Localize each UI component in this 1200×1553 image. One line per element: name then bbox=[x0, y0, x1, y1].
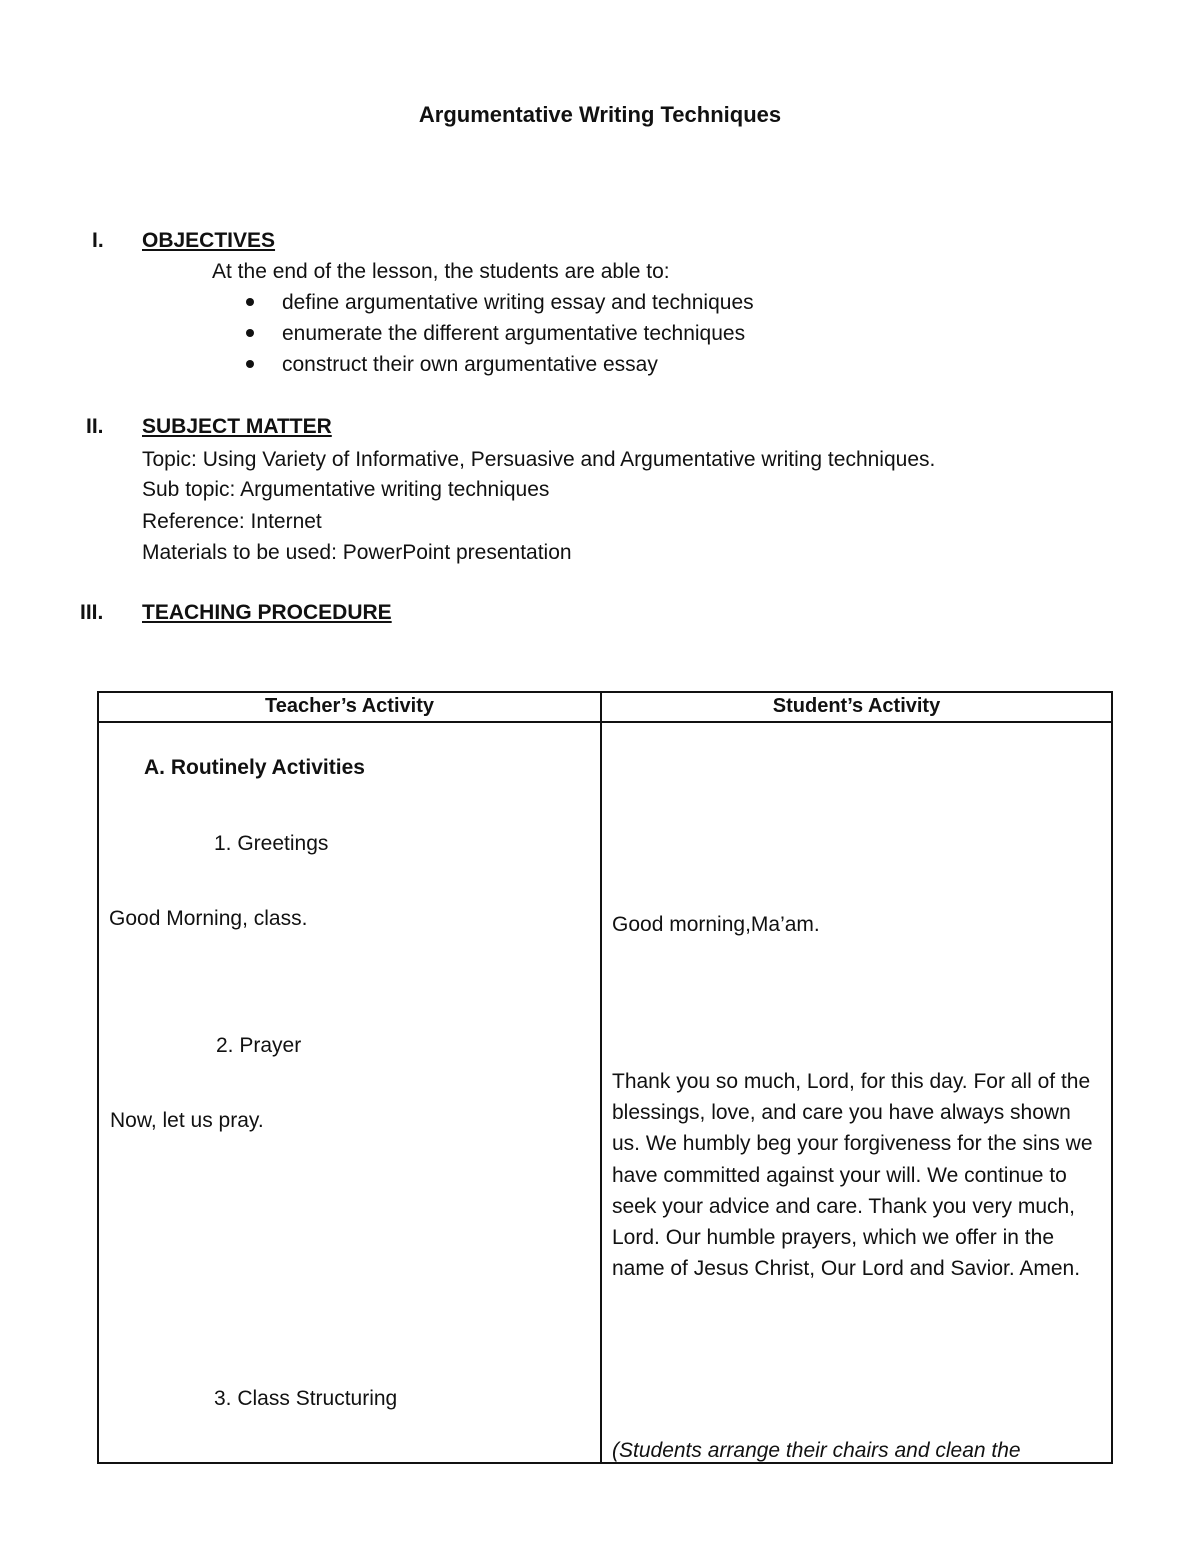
routinely-activities-heading: A. Routinely Activities bbox=[144, 756, 365, 779]
topic-line: Topic: Using Variety of Informative, Persuasive and Argumentative writing techniques. bbox=[142, 448, 936, 471]
teacher-activity-header: Teacher’s Activity bbox=[265, 695, 434, 717]
bullet-icon bbox=[246, 360, 254, 368]
prayer-item: 2. Prayer bbox=[216, 1034, 302, 1057]
materials-line: Materials to be used: PowerPoint presentation bbox=[142, 541, 572, 564]
student-structuring: (Students arrange their chairs and clean the bbox=[612, 1439, 1021, 1462]
teaching-procedure-number: III. bbox=[80, 601, 104, 624]
objectives-intro: At the end of the lesson, the students are able to: bbox=[212, 260, 670, 283]
activity-table bbox=[97, 691, 1113, 1464]
header-divider bbox=[99, 721, 1111, 723]
subject-matter-number: II. bbox=[86, 415, 104, 438]
teacher-greeting: Good Morning, class. bbox=[109, 907, 308, 930]
class-structuring-item: 3. Class Structuring bbox=[214, 1387, 398, 1410]
objective-item: enumerate the different argumentative techniques bbox=[282, 322, 746, 345]
greetings-item: 1. Greetings bbox=[214, 832, 329, 855]
document-title: Argumentative Writing Techniques bbox=[418, 102, 782, 127]
reference-line: Reference: Internet bbox=[142, 510, 322, 533]
teaching-procedure-heading: TEACHING PROCEDURE bbox=[142, 601, 392, 624]
objectives-heading: OBJECTIVES bbox=[142, 229, 276, 252]
bullet-icon bbox=[246, 298, 254, 306]
objective-item: construct their own argumentative essay bbox=[282, 353, 658, 376]
bullet-icon bbox=[246, 329, 254, 337]
sub-topic-line: Sub topic: Argumentative writing techniques bbox=[142, 478, 550, 501]
student-activity-header: Student’s Activity bbox=[772, 695, 941, 717]
column-divider bbox=[600, 693, 602, 1462]
teacher-prayer: Now, let us pray. bbox=[110, 1109, 264, 1132]
student-greeting: Good morning,Ma’am. bbox=[612, 913, 820, 936]
subject-matter-heading: SUBJECT MATTER bbox=[142, 415, 332, 438]
objectives-number: I. bbox=[92, 229, 104, 252]
student-prayer: Thank you so much, Lord, for this day. For all of the blessings, love, and care you have always shown us. We humbly beg your forgiveness for the sins we have committed against your will. We continue to seek your advice and care. Thank you very much, Lord. Our humble prayers, which we offer in the name of Jesus Christ, Our Lord and Savior. Amen. bbox=[612, 1070, 1093, 1281]
objective-item: define argumentative writing essay and techniques bbox=[282, 291, 754, 314]
